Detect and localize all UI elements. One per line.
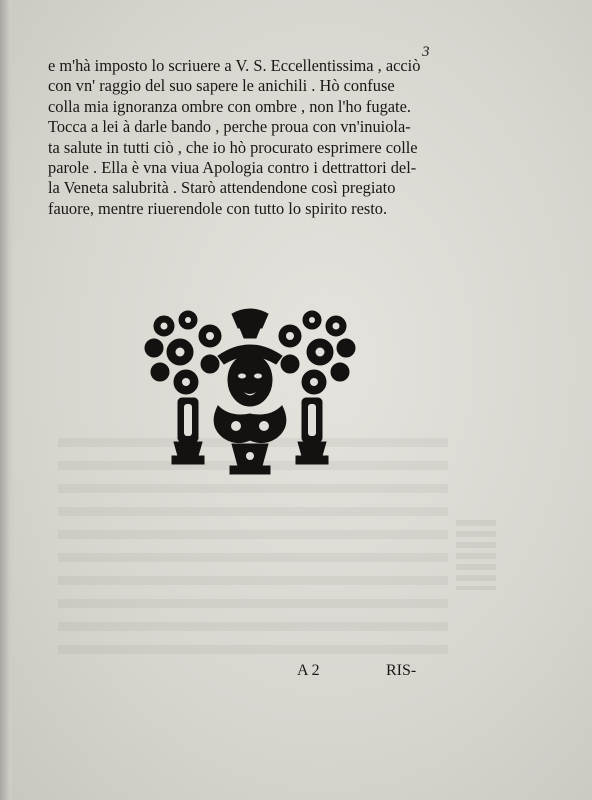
- show-through-marginal-note: [456, 520, 496, 590]
- text-line: parole . Ella è vna viua Apologia contro i dettrattori del-: [48, 158, 417, 178]
- text-line: ta salute in tutti ciò , che io hò procurato esprimere colle: [48, 137, 418, 157]
- text-line: Tocca a lei à darle bando , perche proua con vn'inuiola-: [48, 117, 411, 137]
- binding-gutter: [0, 0, 14, 800]
- page-number: 3: [422, 44, 430, 60]
- signature-mark: A 2: [297, 662, 320, 679]
- text-line: e m'hà imposto lo scriuere a V. S. Eccellentissima , acciò: [48, 56, 421, 75]
- body-paragraph: [48, 56, 468, 219]
- text-line: colla mia ignoranza ombre con ombre , non l'ho fugate.: [48, 96, 411, 116]
- text-line: fauore, mentre riuerendole con tutto lo spirito resto.: [48, 198, 388, 218]
- catchword: RIS-: [386, 662, 417, 679]
- text-line: la Veneta salubrità . Starò attendendone così pregiato: [48, 178, 396, 198]
- text-line: con vn' raggio del suo sapere le anichili . Hò confuse: [48, 76, 395, 96]
- floral-headpiece-icon: [140, 306, 360, 478]
